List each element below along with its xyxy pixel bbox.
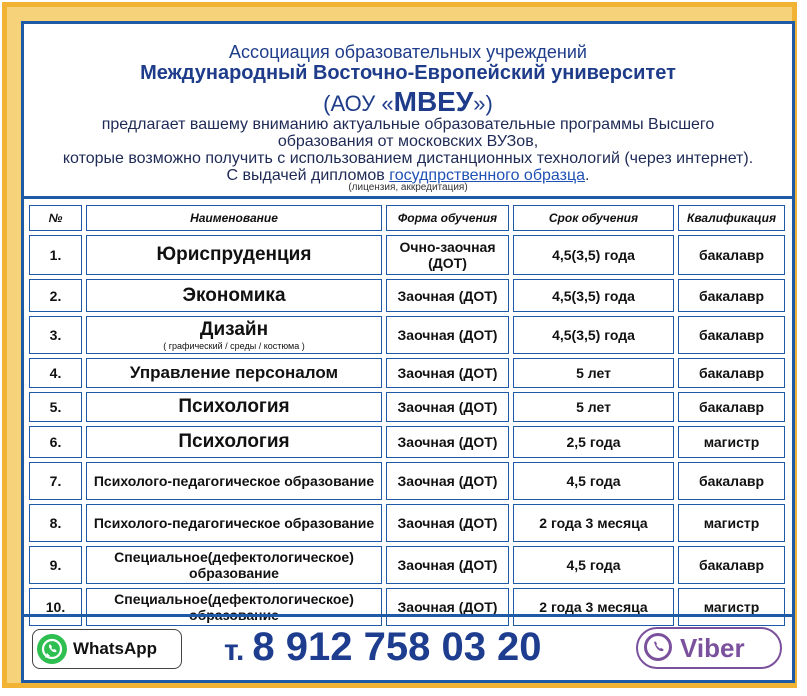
row-number: 10.: [29, 588, 82, 626]
study-term: 4,5(3,5) года: [513, 235, 674, 275]
study-term: 5 лет: [513, 392, 674, 422]
program-name-cell: [86, 316, 382, 354]
table-row: [29, 235, 785, 275]
study-term: 4,5(3,5) года: [513, 279, 674, 312]
qualification: бакалавр: [678, 235, 785, 275]
program-name: Специальное(дефектологическое) образование: [86, 546, 382, 584]
phone-number[interactable]: [224, 625, 542, 670]
program-name: Экономика: [86, 279, 382, 312]
whatsapp-button[interactable]: [32, 629, 182, 669]
col-header-form: Форма обучения: [386, 205, 509, 231]
col-header-name: Наименование: [86, 205, 382, 231]
study-form: Заочная (ДОТ): [386, 426, 509, 458]
programs-table: [25, 201, 789, 630]
qualification: магистр: [678, 504, 785, 542]
study-form: Заочная (ДОТ): [386, 588, 509, 626]
program-name: Психология: [86, 392, 382, 422]
program-name: Психолого-педагогическое образование: [86, 462, 382, 500]
table-row: [29, 316, 785, 354]
qualification: бакалавр: [678, 316, 785, 354]
col-header-qualification: Квалификация: [678, 205, 785, 231]
qualification: бакалавр: [678, 279, 785, 312]
table-row: [29, 462, 785, 500]
study-form: Заочная (ДОТ): [386, 279, 509, 312]
col-header-number: №: [29, 205, 82, 231]
study-term: 4,5(3,5) года: [513, 316, 674, 354]
contact-footer: [24, 614, 792, 683]
outer-frame: [2, 2, 797, 688]
programs-table-section: [24, 196, 792, 623]
study-term: 4,5 года: [513, 462, 674, 500]
table-header-row: [29, 205, 785, 231]
phone-digits: 8 912 758 03 20: [252, 625, 542, 669]
col-header-term: Срок обучения: [513, 205, 674, 231]
table-row: [29, 504, 785, 542]
viber-icon: [644, 633, 672, 661]
row-number: 9.: [29, 546, 82, 584]
table-row: [29, 546, 785, 584]
table-row: [29, 279, 785, 312]
study-form: Заочная (ДОТ): [386, 546, 509, 584]
program-name: Дизайн: [199, 319, 269, 340]
study-term: 2,5 года: [513, 426, 674, 458]
table-row: [29, 426, 785, 458]
row-number: 1.: [29, 235, 82, 275]
row-number: 2.: [29, 279, 82, 312]
header: [24, 24, 792, 194]
table-row: [29, 392, 785, 422]
program-name: Специальное(дефектологическое) образование: [86, 588, 382, 626]
study-term: 2 года 3 месяца: [513, 504, 674, 542]
whatsapp-label: WhatsApp: [73, 639, 158, 658]
study-term: 5 лет: [513, 358, 674, 388]
qualification: бакалавр: [678, 462, 785, 500]
association-title: Ассоциация образовательных учреждений: [229, 42, 587, 62]
study-form: Заочная (ДОТ): [386, 462, 509, 500]
row-number: 6.: [29, 426, 82, 458]
study-form: Заочная (ДОТ): [386, 392, 509, 422]
viber-button[interactable]: [636, 627, 782, 669]
university-abbr: (АОУ «МВЕУ»): [323, 86, 493, 117]
program-name: Психология: [86, 426, 382, 458]
row-number: 5.: [29, 392, 82, 422]
whatsapp-icon: [37, 634, 67, 664]
intro-paragraph: предлагает вашему вниманию актуальные образовательные программы Высшего образования от московских ВУЗов, которые возможно получить с использованием дистанционных технологий (через интернет). С выдачей дипломов госудпрственного образца.: [62, 116, 754, 184]
program-subtitle: ( графический / среды / костюма ): [163, 341, 305, 351]
table-row: [29, 358, 785, 388]
program-name: Юриспруденция: [86, 235, 382, 275]
qualification: бакалавр: [678, 546, 785, 584]
qualification: магистр: [678, 426, 785, 458]
license-note: (лицензия, аккредитация): [348, 182, 468, 193]
viber-label: Viber: [680, 633, 745, 663]
qualification: бакалавр: [678, 358, 785, 388]
diploma-link[interactable]: госудпрственного образца: [389, 167, 586, 184]
program-name: Психолого-педагогическое образование: [86, 504, 382, 542]
row-number: 8.: [29, 504, 82, 542]
row-number: 3.: [29, 316, 82, 354]
phone-prefix: т.: [224, 634, 245, 667]
study-term: 4,5 года: [513, 546, 674, 584]
program-name: Управление персоналом: [86, 358, 382, 388]
study-form: Заочная (ДОТ): [386, 316, 509, 354]
university-title: Международный Восточно-Европейский университет: [140, 62, 676, 84]
qualification: магистр: [678, 588, 785, 626]
study-form: Заочная (ДОТ): [386, 358, 509, 388]
study-term: 2 года 3 месяца: [513, 588, 674, 626]
study-form: Заочная (ДОТ): [386, 504, 509, 542]
row-number: 7.: [29, 462, 82, 500]
qualification: бакалавр: [678, 392, 785, 422]
content-panel: [21, 21, 795, 683]
university-abbr-name: МВЕУ: [393, 86, 474, 117]
row-number: 4.: [29, 358, 82, 388]
study-form: Очно-заочная (ДОТ): [386, 235, 509, 275]
